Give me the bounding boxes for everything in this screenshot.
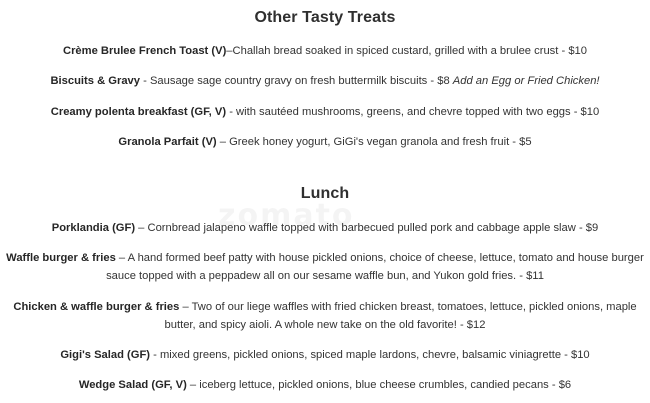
menu-item-description: - mixed greens, pickled onions, spiced maple lardons, chevre, balsamic viniagrette - $10	[150, 349, 590, 361]
menu-item-name: Gigi's Salad (GF)	[60, 349, 151, 361]
menu-item-waffle-burger	[4, 249, 646, 285]
menu-item-creme-brulee-french-toast	[4, 42, 646, 60]
menu-item-description: – iceberg lettuce, pickled onions, blue cheese crumbles, candied pecans - $6	[186, 379, 572, 391]
menu-item-name: Chicken & waffle burger & fries	[13, 301, 180, 313]
section-title-lunch: Lunch	[300, 185, 350, 202]
menu-item-description: – Greek honey yogurt, GiGi's vegan granola and fresh fruit - $5	[216, 136, 532, 148]
menu-item-name: Granola Parfait (V)	[118, 136, 217, 148]
menu-item-addon-note: Add an Egg or Fried Chicken!	[452, 75, 600, 87]
menu-item-name: Porklandia (GF)	[51, 222, 136, 234]
menu-item-name: Crème Brulee French Toast (V)	[63, 45, 227, 57]
menu-item-description: – A hand formed beef patty with house pickled onions, choice of cheese, lettuce, tomato and house burger sauce topped with a peppadew all on our sesame waffle bun, and Yukon gold fries. - $11	[106, 252, 644, 282]
menu-item-name: Waffle burger & fries	[6, 252, 116, 264]
section-title-other-tasty-treats: Other Tasty Treats	[254, 9, 396, 26]
menu-item-gigis-salad	[4, 346, 646, 364]
menu-item-name: Creamy polenta breakfast (GF, V)	[50, 106, 227, 118]
menu-item-granola-parfait	[4, 133, 646, 151]
menu-item-porklandia	[4, 219, 646, 237]
menu-item-description: – Two of our liege waffles with fried chicken breast, tomatoes, lettuce, pickled onions, maple butter, and spicy aioli. A whole new take on the old favorite! - $12	[164, 301, 637, 331]
menu-item-name: Biscuits & Gravy	[50, 75, 140, 87]
menu-item-description: - with sautéed mushrooms, greens, and chevre topped with two eggs - $10	[226, 106, 600, 118]
menu-item-biscuits-gravy	[4, 72, 646, 90]
menu-item-chicken-waffle-burger	[4, 298, 646, 334]
menu-item-description: –Challah bread soaked in spiced custard, grilled with a brulee crust - $10	[226, 45, 587, 57]
menu-item-description: – Cornbread jalapeno waffle topped with barbecued pulled pork and cabbage apple slaw - $9	[135, 222, 599, 234]
menu-item-name: Wedge Salad (GF, V)	[78, 379, 187, 391]
menu-item-creamy-polenta	[4, 103, 646, 121]
menu-item-description: - Sausage sage country gravy on fresh buttermilk biscuits - $8	[140, 75, 453, 87]
menu-item-wedge-salad	[4, 376, 646, 394]
